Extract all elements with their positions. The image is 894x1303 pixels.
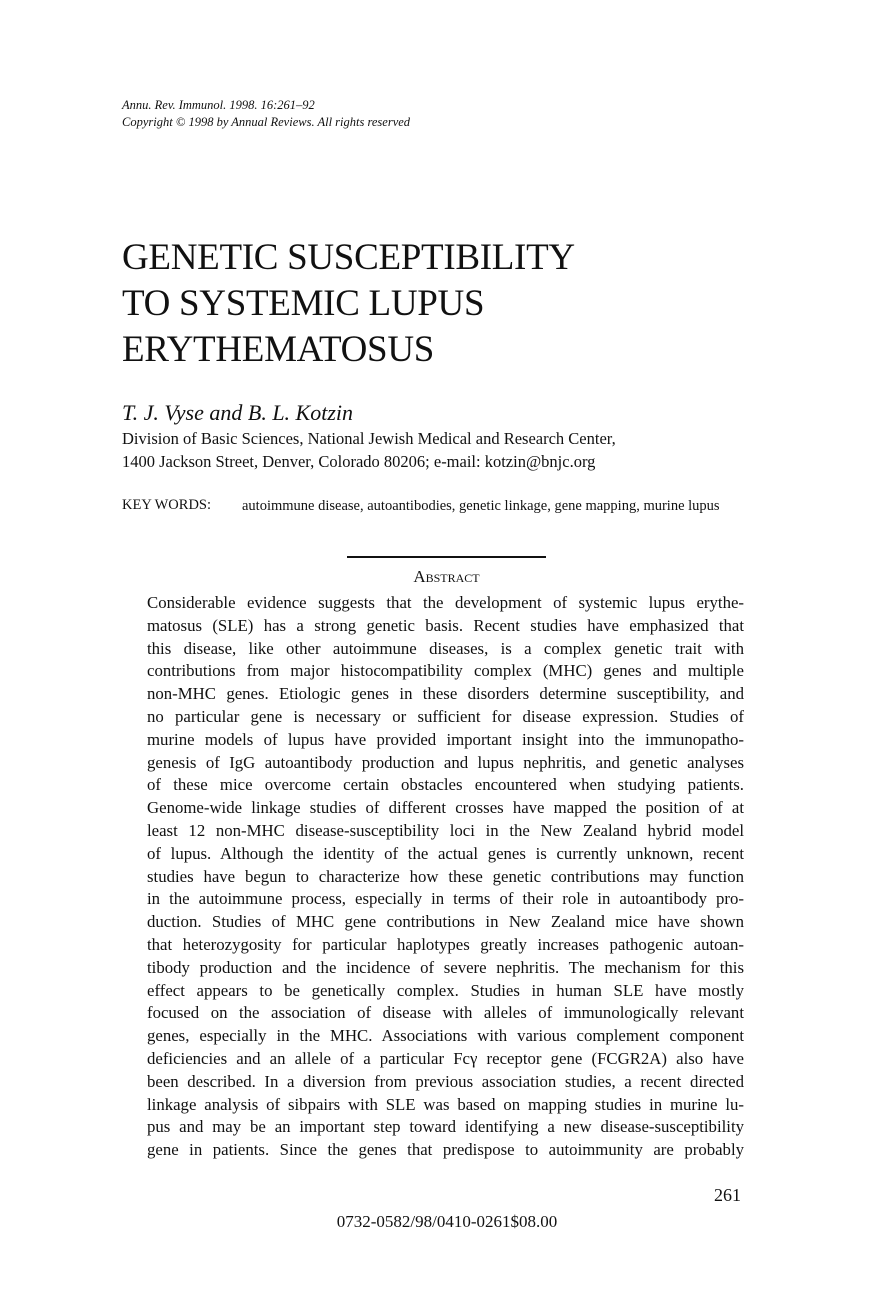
title-line: ERYTHEMATOSUS [122,329,435,370]
affiliation-line: Division of Basic Sciences, National Jewish Medical and Research Center, [122,429,616,448]
abstract-line: pus and may be an important step toward identifying a new disease-susceptibility [147,1117,744,1137]
abstract-line: in the autoimmune process, especially in terms of their role in autoantibody pro- [147,889,744,909]
abstract-line: been described. In a diversion from previous association studies, a recent directed [147,1071,744,1091]
abstract-line: Considerable evidence suggests that the development of systemic lupus erythe- [147,593,744,612]
abstract-body [147,592,744,1162]
abstract-line: gene in patients. Since the genes that predispose to autoimmunity are probably [147,1140,744,1160]
abstract-line: genesis of IgG autoantibody production and lupus nephritis, and genetic analyses [147,752,744,772]
abstract-line: matosus (SLE) has a strong genetic basis. Recent studies have emphasized that [147,615,744,635]
copyright-notice: Copyright © 1998 by Annual Reviews. All rights reserved [122,115,411,129]
title-line: GENETIC SUSCEPTIBILITY [122,237,575,278]
page-number: 261 [714,1185,741,1205]
title-line: TO SYSTEMIC LUPUS [122,283,485,324]
abstract-line: genes, especially in the MHC. Associations with various complement component [147,1026,744,1046]
abstract-line: contributions from major histocompatibility complex (MHC) genes and multiple [147,661,744,681]
abstract-heading: Abstract [413,567,480,586]
journal-citation: Annu. Rev. Immunol. 1998. 16:261–92 [122,98,315,112]
abstract-line: studies have begun to characterize how these genetic contributions may function [147,866,744,886]
footer-code: 0732-0582/98/0410-0261$08.00 [336,1212,558,1231]
abstract-line: tibody production and the incidence of severe nephritis. The mechanism for this [147,957,744,977]
article-title [122,235,575,373]
abstract-line: effect appears to be genetically complex. Studies in human SLE have mostly [147,980,744,1000]
abstract-line: deficiencies and an allele of a particular Fcγ receptor gene (FCGR2A) also have [147,1048,744,1068]
abstract-line: least 12 non-MHC disease-susceptibility loci in the New Zealand hybrid model [147,820,744,840]
abstract-line: Genome-wide linkage studies of different crosses have mapped the position of at [147,798,744,818]
abstract-line: focused on the association of disease with alleles of immunologically relevant [147,1003,744,1023]
keywords-label: KEY WORDS: [122,497,212,513]
abstract-line: of lupus. Although the identity of the actual genes is currently unknown, recent [147,843,744,863]
abstract-line: of these mice overcome certain obstacles encountered when studying patients. [147,775,744,795]
abstract-line: non-MHC genes. Etiologic genes in these disorders determine susceptibility, and [147,684,744,704]
abstract-rule [347,556,546,558]
abstract-line: linkage analysis of sibpairs with SLE was based on mapping studies in murine lu- [147,1094,744,1114]
affiliation-line: 1400 Jackson Street, Denver, Colorado 80206; e-mail: kotzin@bnjc.org [122,452,596,471]
abstract-line: duction. Studies of MHC gene contributions in New Zealand mice have shown [147,912,744,932]
abstract-line: murine models of lupus have provided important insight into the immunopatho- [147,729,744,749]
abstract-line: that heterozygosity for particular haplotypes greatly increases pathogenic autoan- [147,934,744,954]
abstract-line: no particular gene is necessary or sufficient for disease expression. Studies of [147,706,744,726]
keywords-text: autoimmune disease, autoantibodies, genetic linkage, gene mapping, murine lupus [242,498,720,514]
authors: T. J. Vyse and B. L. Kotzin [122,400,354,425]
abstract-line: this disease, like other autoimmune diseases, is a complex genetic trait with [147,638,744,658]
